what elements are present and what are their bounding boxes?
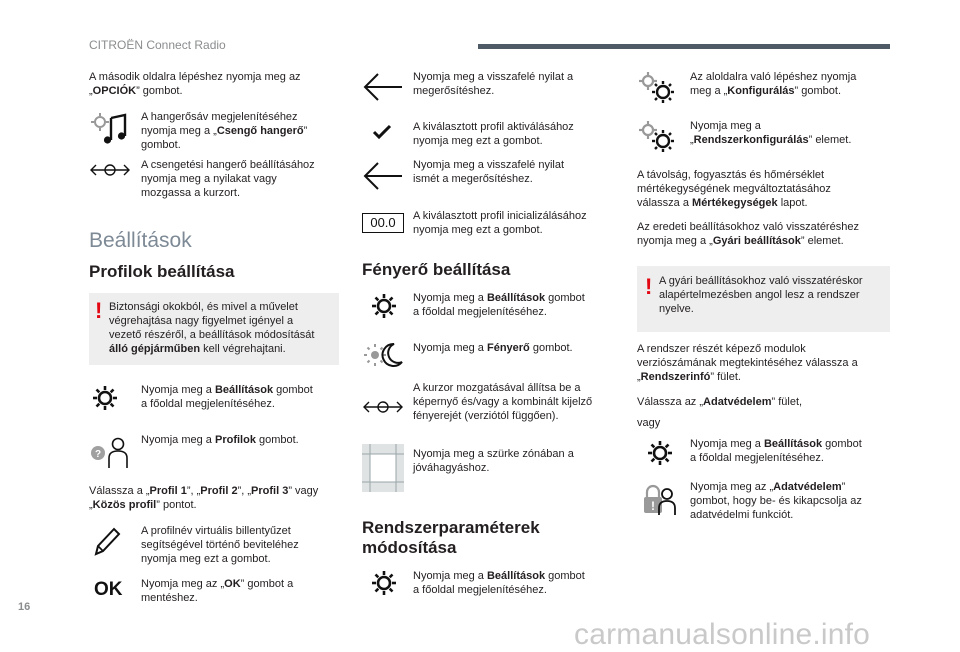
ring-volume-icon xyxy=(89,110,131,146)
settings-gear-icon-4 xyxy=(647,440,673,466)
settings-gear-icon xyxy=(92,385,118,411)
privacy-lock-icon xyxy=(641,483,677,517)
s-settings-text: Nyomja meg a Beállítások gombot a főoldal megjelenítéséhez. xyxy=(413,570,585,596)
configure-gears-icon xyxy=(637,70,679,106)
configure-text: Az aloldalra való lépéshez nyomja meg a „Konfigurálás” gombot. xyxy=(690,71,857,97)
options-intro: A második oldalra lépéshez nyomja meg az „OPCIÓK” gombot. xyxy=(89,71,301,97)
back-arrow-icon-2 xyxy=(362,161,404,191)
pencil-icon xyxy=(92,525,122,557)
factory-warning-box xyxy=(637,266,890,332)
press-profiles-text: Nyomja meg a Profilok gombot. xyxy=(141,434,299,446)
warning-exclamation-icon-2: ! xyxy=(645,274,653,299)
profile-person-icon xyxy=(89,436,131,470)
slider-arrows-icon xyxy=(89,160,131,180)
settings-gear-icon-2 xyxy=(371,293,397,319)
svg-text:?: ? xyxy=(94,449,102,460)
safety-warning-box xyxy=(89,293,339,365)
brightness-heading: Fényerő beállítása xyxy=(362,260,511,279)
back1-text: Nyomja meg a visszafelé nyilat a megerősítéshez. xyxy=(413,71,574,97)
settings-gear-icon-3 xyxy=(371,570,397,596)
reset-counter-icon: 00.0 xyxy=(362,213,404,233)
rename-text: A profilnév virtuális billentyűzet segítségével történő beviteléhez nyomja meg ezt a gombot. xyxy=(141,525,299,565)
sysconf-text: Nyomja meg a „Rendszerkonfigurálás” elemet. xyxy=(690,120,852,146)
p-privacy-text: Nyomja meg az „Adatvédelem” gombot, hogy be- és kikapcsolja az adatvédelmi funkciót. xyxy=(690,481,862,521)
b-settings-text: Nyomja meg a Beállítások gombot a főoldal megjelenítéséhez. xyxy=(413,292,585,318)
reset-text: A kiválasztott profil inicializálásához nyomja meg ezt a gombot. xyxy=(413,210,587,236)
factory-text: Az eredeti beállításokhoz való visszatéréshez nyomja meg a „Gyári beállítások” elemet. xyxy=(637,221,859,247)
section-title: Beállítások xyxy=(89,229,192,252)
svg-text:!: ! xyxy=(651,499,655,513)
choose-profile-text: Válassza a „Profil 1”, „Profil 2”, „Profil 3” vagy „Közös profil” pontot. xyxy=(89,485,319,511)
check-text: A kiválasztott profil aktiválásához nyomja meg ezt a gombot. xyxy=(413,121,574,147)
press-settings-text: Nyomja meg a Beállítások gombot a főoldal megjelenítéséhez. xyxy=(141,384,313,410)
p-settings-text: Nyomja meg a Beállítások gombot a főoldal megjelenítéséhez. xyxy=(690,438,862,464)
grey-zone-icon xyxy=(362,444,404,492)
checkmark-icon xyxy=(372,124,392,140)
factory-warning-text: A gyári beállításokhoz való visszatéréskor alapértelmezésben angol lesz a rendszer nyelve. xyxy=(659,275,863,315)
ring-adjust-text: A csengetési hangerő beállításához nyomja meg a nyilakat vagy mozgassa a kurzort. xyxy=(141,159,315,199)
b-grey-text: Nyomja meg a szürke zónában a jóváhagyáshoz. xyxy=(413,448,574,474)
brightness-sun-moon-icon xyxy=(364,340,404,370)
safety-warning-text: Biztonsági okokból, és mivel a művelet végrehajtása nagy figyelmet igényel a vezető részéről, a beállítások módosítását álló gépjárműben kell végrehajtani. xyxy=(109,301,315,355)
or-text: vagy xyxy=(637,417,661,429)
back-arrow-icon xyxy=(362,72,404,102)
page-number: 16 xyxy=(18,601,31,613)
b-cursor-text: A kurzor mozgatásával állítsa be a képernyő és/vagy a kombinált kijelző fényerejét (verziótól függően). xyxy=(413,382,593,422)
b-brightness-text: Nyomja meg a Fényerő gombot. xyxy=(413,342,573,354)
watermark: carmanualsonline.info xyxy=(574,618,871,651)
privacy-text: Válassza az „Adatvédelem” fület, xyxy=(637,396,803,408)
ring-volume-text: A hangerősáv megjelenítéséhez nyomja meg a „Csengő hangerő” gombot. xyxy=(141,111,308,151)
ok-text: Nyomja meg az „OK” gombot a mentéshez. xyxy=(141,578,294,604)
back2-text: Nyomja meg a visszafelé nyilat ismét a megerősítéshez. xyxy=(413,159,565,185)
slider-arrows-icon-2 xyxy=(362,397,404,417)
warning-exclamation-icon: ! xyxy=(95,298,103,323)
header-title: CITROËN Connect Radio xyxy=(89,38,226,52)
profiles-heading: Profilok beállítása xyxy=(89,262,235,281)
units-text: A távolság, fogyasztás és hőmérséklet mértékegységének megváltoztatásához válassza a Mértékegységek lapot. xyxy=(637,169,831,209)
system-config-gears-icon xyxy=(637,119,679,155)
ok-icon: OK xyxy=(94,579,123,600)
modules-text: A rendszer részét képező modulok verziószámának megtekintéséhez válassza a „Rendszerinfó” fület. xyxy=(637,343,858,383)
system-heading: Rendszerparaméterek módosítása xyxy=(362,518,540,557)
header-rule xyxy=(478,44,890,49)
